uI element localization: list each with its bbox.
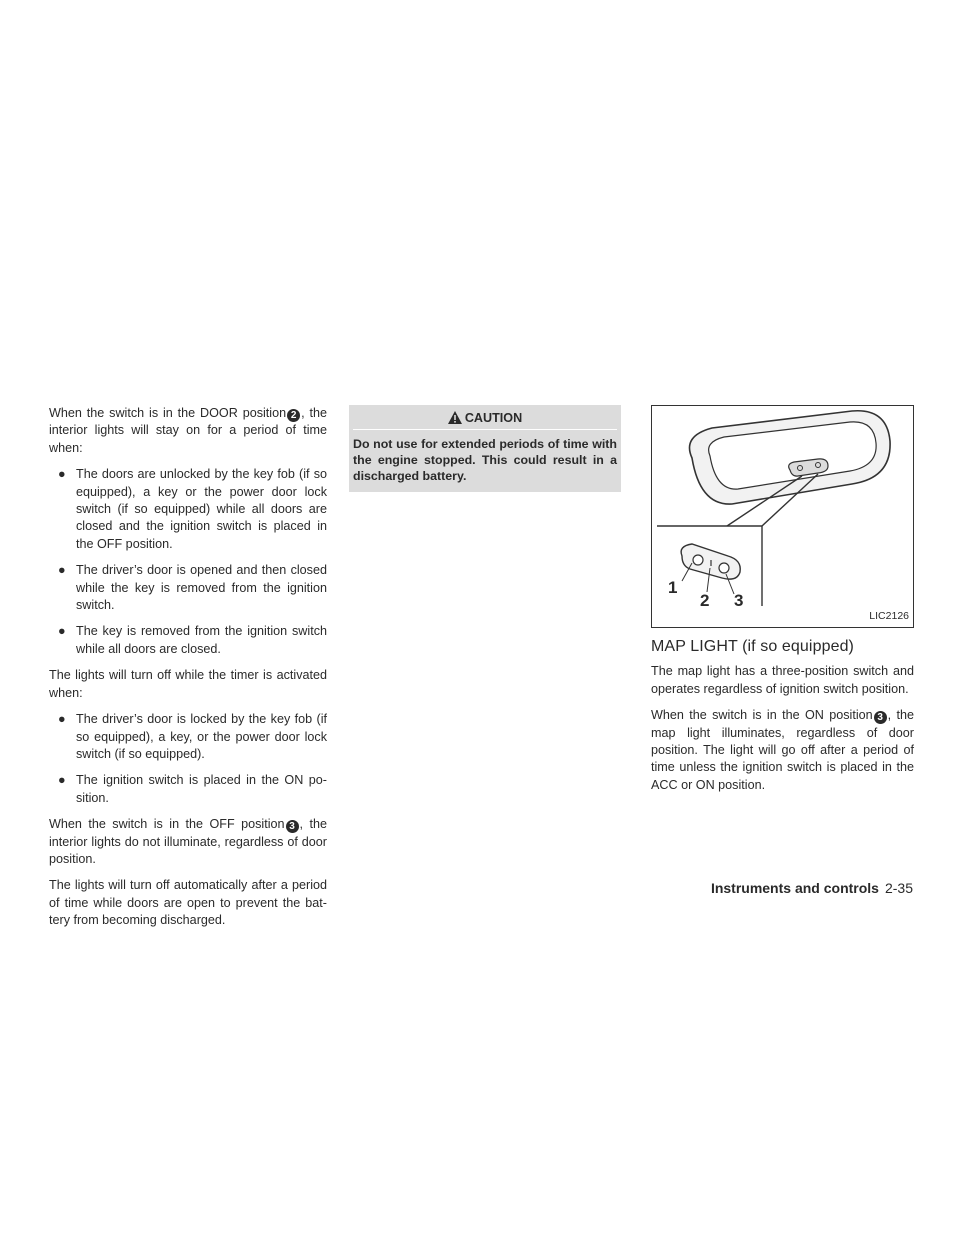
bullet-icon: ● <box>58 712 66 727</box>
caution-text: Do not use for extended periods of time with the engine stopped. This could result in a discharged battery. <box>353 437 617 483</box>
left-column <box>49 405 327 939</box>
caution-box <box>349 405 621 492</box>
page-footer <box>711 880 913 896</box>
caution-title: CAUTION <box>464 411 523 425</box>
middle-column <box>349 405 621 492</box>
page-number: 2-35 <box>884 880 913 896</box>
list-item: ● The doors are unlocked by the key fob (if so equipped), a key or the power door lock switch (if so equipped) while all doors are closed and the ignition switch is placed in the OFF position. <box>58 467 327 551</box>
list-item: ● The driver’s door is opened and then closed while the key is removed from the ignition switch. <box>58 563 327 613</box>
right-column <box>651 405 914 803</box>
figure-code: LIC2126 <box>869 609 909 622</box>
map-light-illustration <box>652 406 913 627</box>
list-item: ● The key is removed from the ignition switch while all doors are closed. <box>58 624 327 656</box>
map-light-figure <box>651 405 914 628</box>
bullet-icon: ● <box>58 467 66 482</box>
bullet-icon: ● <box>58 624 66 639</box>
callout-3: 3 <box>734 591 744 610</box>
callout-ref-3: 3 <box>286 820 299 833</box>
paragraph-off-position: When the switch is in the OFF position 3 , the interior lights do not illuminate, regardless of door position. <box>49 817 327 866</box>
callout-1: 1 <box>668 578 678 597</box>
paragraph-map-light-on: When the switch is in the ON position 3 , the map light illuminates, regardless of door position. The light will go off after a period of time unless the ignition switch is placed in the ACC or ON position. <box>651 708 914 792</box>
callout-2: 2 <box>700 591 710 610</box>
list-item: ● The driver’s door is locked by the key fob (if so equipped), a key, or the power door lock switch (if so equipped). <box>58 712 327 761</box>
paragraph-map-light-switch: The map light has a three-position switch and operates regardless of ignition switch position. <box>651 664 914 696</box>
callout-ref-3: 3 <box>874 711 887 724</box>
callout-ref-2: 2 <box>287 409 300 422</box>
warning-triangle-icon <box>448 411 462 429</box>
bullet-list-timer-on <box>49 466 327 658</box>
paragraph-auto-off: The lights will turn off automatically after a period of time while doors are open to prevent the bat-tery from becoming discharged. <box>49 878 327 928</box>
list-item: ● The ignition switch is placed in the ON po-sition. <box>58 773 327 805</box>
bullet-icon: ● <box>58 773 66 788</box>
paragraph-timer-off: The lights will turn off while the timer is activated when: <box>49 668 327 700</box>
bullet-icon: ● <box>58 563 66 578</box>
paragraph-door-position: When the switch is in the DOOR position 2 , the interior lights will stay on for a period of time when: <box>49 406 327 455</box>
section-heading-map-light: MAP LIGHT (if so equipped) <box>651 638 854 655</box>
bullet-list-timer-off <box>49 711 327 807</box>
section-name: Instruments and controls <box>710 880 879 896</box>
caution-heading <box>353 405 617 430</box>
